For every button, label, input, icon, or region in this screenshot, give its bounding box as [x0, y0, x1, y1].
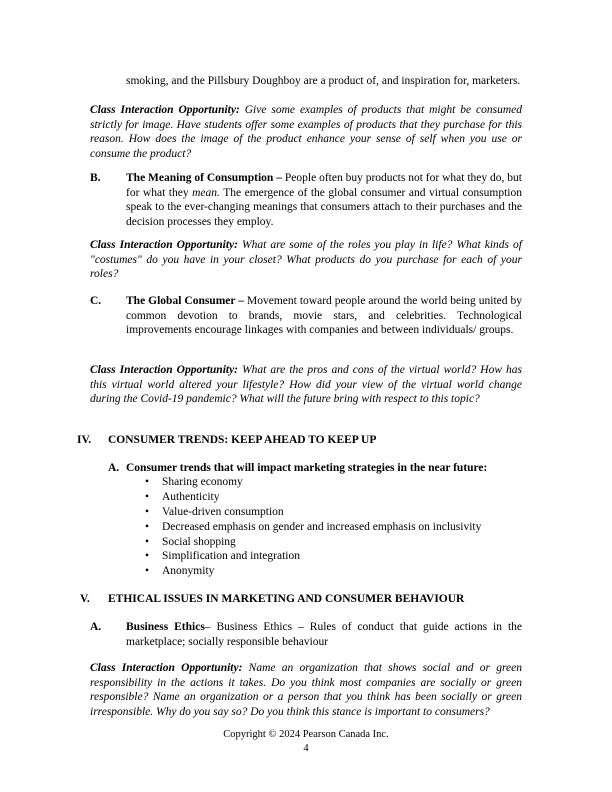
- class-interaction-opportunity-2: Class Interaction Opportunity: What are some of the roles you play in life? What kinds of "costumes" do you have in your closet? What products do you purchase for each of your roles?: [90, 239, 522, 281]
- list-item: • Simplification and integration: [145, 549, 481, 564]
- section-v-a-title: Business Ethics: [126, 621, 205, 633]
- section-c-body: The Global Consumer – Movement toward people around the world being united by common devotion to brands, movie stars, and celebrities. Technological improvements encourage linkages with companies and between individuals/ groups.: [126, 295, 522, 337]
- list-item: • Decreased emphasis on gender and increased emphasis on inclusivity: [145, 520, 481, 535]
- page-number: 4: [303, 743, 309, 754]
- section-b: [90, 171, 522, 229]
- class-interaction-opportunity-4: Class Interaction Opportunity: Name an organization that shows social and or green responsibility in the actions it takes. Do you think most companies are socially or green responsible? Name an organization or a person that you think has been socially or green irresponsible. Why do you say so? Do you think this stance is important to consumers?: [90, 662, 523, 718]
- section-v-a-body: Business Ethics– Business Ethics – Rules of conduct that guide actions in the marketplace; socially responsible behaviour: [126, 621, 522, 648]
- cio-label: Class Interaction Opportunity:: [90, 239, 238, 251]
- section-v-a: [90, 620, 522, 649]
- section-v-a-label: A.: [90, 621, 102, 633]
- list-item: • Anonymity: [145, 564, 481, 579]
- section-iv-a-label: A.: [108, 462, 120, 474]
- cio-label: Class Interaction Opportunity:: [90, 104, 240, 116]
- class-interaction-opportunity-1: Class Interaction Opportunity: Give some examples of products that might be consumed strictly for image. Have students offer some examples of products that they purchase for this reason. How does the image of the product enhance your sense of self when you use or consume the product?: [90, 104, 523, 160]
- consumer-trends-list: [145, 475, 481, 579]
- cio-label: Class Interaction Opportunity:: [90, 364, 239, 376]
- copyright-notice: Copyright © 2024 Pearson Canada Inc.: [223, 729, 389, 740]
- section-iv-title: CONSUMER TRENDS: KEEP AHEAD TO KEEP UP: [108, 434, 377, 446]
- section-c-title: The Global Consumer: [126, 295, 236, 307]
- section-iv-a-text: Consumer trends that will impact marketing strategies in the near future:: [126, 462, 488, 474]
- section-c-number: C.: [90, 295, 102, 307]
- section-v-title: ETHICAL ISSUES IN MARKETING AND CONSUMER BEHAVIOUR: [108, 593, 465, 605]
- list-item: • Value-driven consumption: [145, 505, 481, 520]
- cio-label: Class Interaction Opportunity:: [90, 662, 243, 674]
- class-interaction-opportunity-3: Class Interaction Opportunity: What are the pros and cons of the virtual world? How has this virtual world altered your lifestyle? How did your view of the virtual world change during the Covid-19 pandemic? What will the future bring with respect to this topic?: [90, 364, 523, 406]
- section-b-body: The Meaning of Consumption – People often buy products not for what they do, but for what they mean. The emergence of the global consumer and virtual consumption speak to the ever-changing meanings that consumers attach to their purchases and the decision processes they employ.: [126, 172, 522, 228]
- section-b-number: B.: [90, 172, 101, 184]
- list-item: • Sharing economy: [145, 475, 481, 490]
- section-iv-number: IV.: [77, 434, 92, 446]
- section-c: [90, 294, 522, 338]
- section-v-number: V.: [80, 593, 90, 605]
- list-item: • Social shopping: [145, 535, 481, 550]
- list-item: • Authenticity: [145, 490, 481, 505]
- section-b-title: The Meaning of Consumption: [126, 172, 274, 184]
- continued-paragraph: smoking, and the Pillsbury Doughboy are a product of, and inspiration for, marketers.: [126, 75, 521, 87]
